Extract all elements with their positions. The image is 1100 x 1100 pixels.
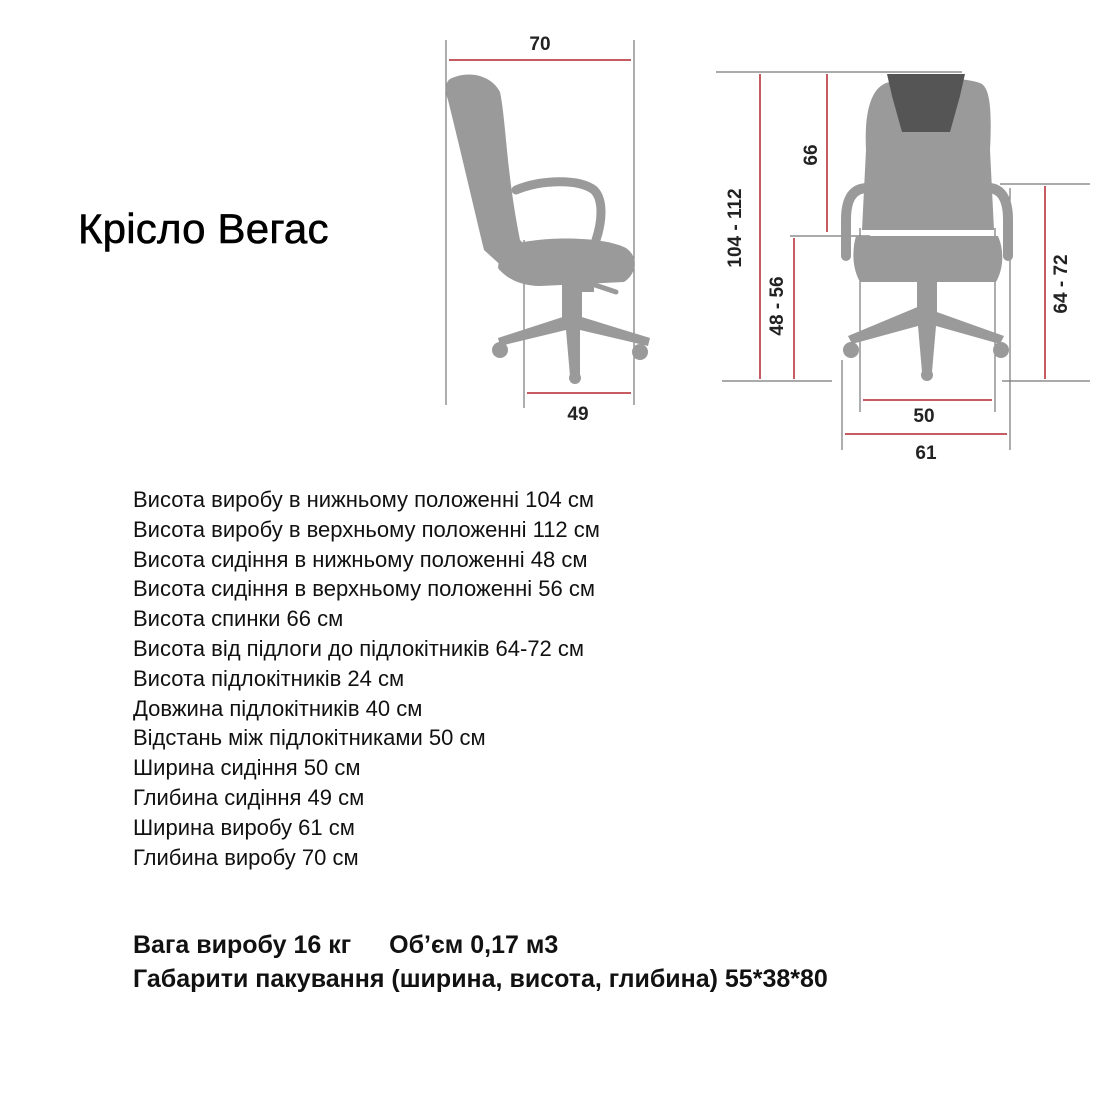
seat-front [853, 236, 1002, 282]
summary-block [133, 928, 828, 996]
base-side [498, 314, 650, 376]
spec-item: Висота спинки 66 см [133, 606, 344, 632]
total-height-label: 104 - 112 [725, 188, 746, 268]
seat-width-label: 50 [913, 406, 935, 427]
page-title: Крісло Вегас [78, 205, 329, 252]
specifications-list [133, 485, 600, 872]
volume-text: Об’єм 0,17 м3 [389, 931, 559, 959]
spec-item: Відстань між підлокітниками 50 см [133, 725, 486, 751]
spec-item: Глибина виробу 70 см [133, 844, 359, 870]
total-width-label: 61 [915, 443, 937, 464]
seat-height-label: 48 - 56 [767, 276, 788, 336]
chair-dimension-drawing [0, 0, 1100, 470]
spec-item: Ширина виробу 61 см [133, 814, 355, 840]
spec-item: Довжина підлокітників 40 см [133, 695, 423, 721]
armrest-side [516, 182, 601, 240]
spec-item: Глибина сидіння 49 см [133, 784, 365, 810]
spec-item: Висота сидіння в верхньому положенні 56 см [133, 576, 595, 602]
armrest-height-label: 64 - 72 [1051, 254, 1072, 314]
spec-item: Висота виробу в верхньому положенні 112 см [133, 516, 600, 542]
spec-item: Висота підлокітників 24 см [133, 665, 405, 691]
depth-total-label: 70 [529, 34, 551, 55]
spec-item: Висота від підлоги до підлокітників 64-72 см [133, 635, 585, 661]
spec-item: Ширина сидіння 50 см [133, 755, 361, 781]
seat-depth-label: 49 [567, 404, 589, 425]
base-front [848, 306, 1004, 372]
package-dimensions-text: Габарити пакування (ширина, висота, глибина) 55*38*80 [133, 965, 828, 993]
backrest-height-label: 66 [801, 144, 822, 166]
weight-text: Вага виробу 16 кг [133, 931, 352, 959]
chair-side-view [446, 40, 650, 408]
spec-item: Висота сидіння в нижньому положенні 48 см [133, 546, 588, 572]
seat-side [498, 238, 635, 286]
chair-front-view [716, 72, 1090, 450]
spec-item: Висота виробу в нижньому положенні 104 см [133, 487, 595, 512]
backrest-side [446, 74, 526, 270]
